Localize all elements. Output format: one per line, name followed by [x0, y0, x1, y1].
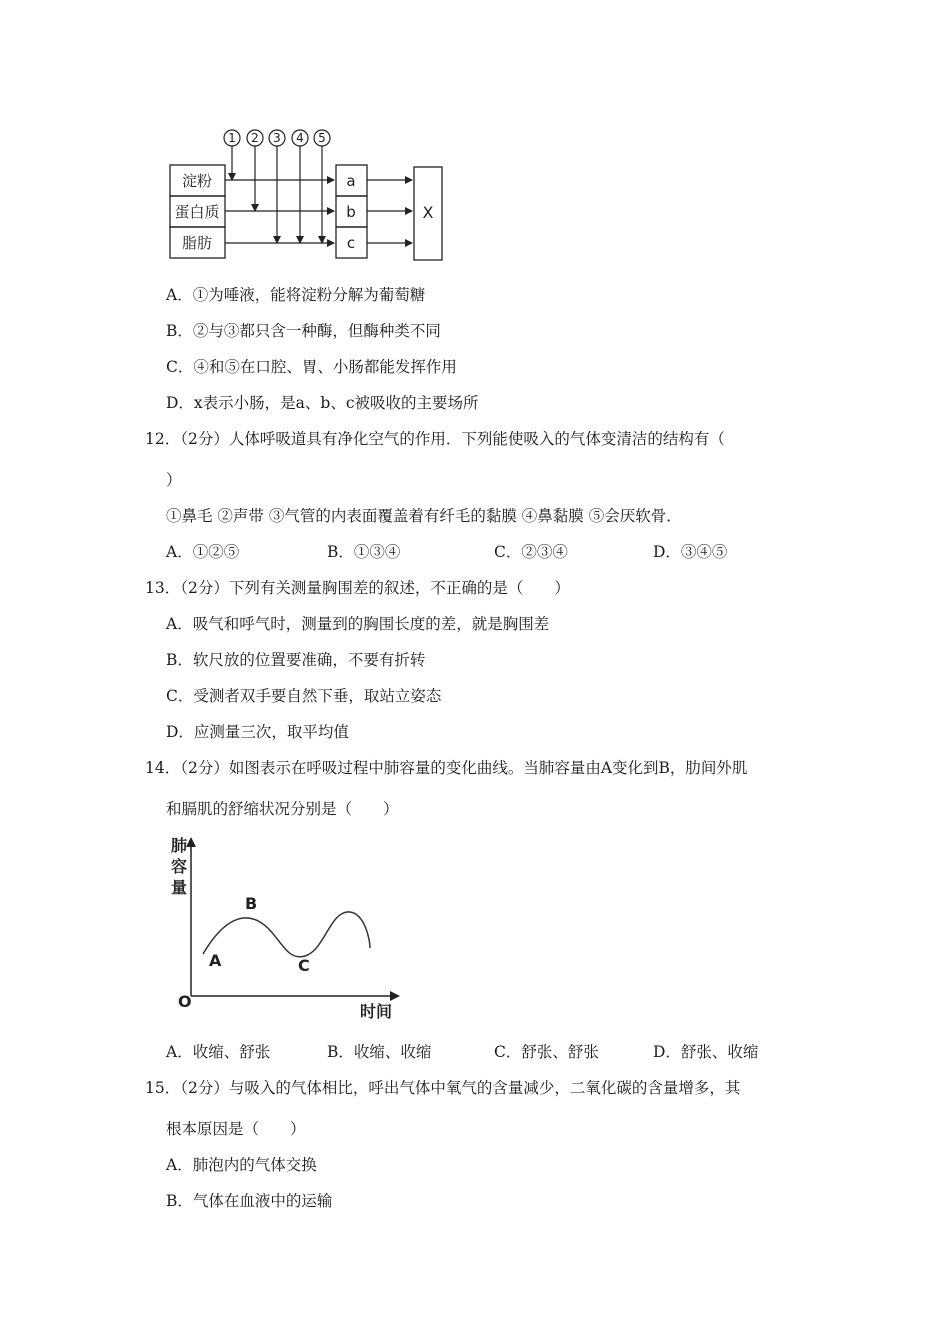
q12-options: [166, 542, 816, 562]
q14-options: [166, 1042, 816, 1062]
target-x: X: [422, 203, 434, 222]
q12-option-d: D．③④⑤: [653, 543, 728, 561]
q14-option-d: D．舒张、收缩: [653, 1043, 759, 1061]
q12-option-c: C．②③④: [494, 543, 568, 561]
q12-items: ①鼻毛 ②声带 ③气管的内表面覆盖着有纤毛的黏膜 ④鼻黏膜 ⑤会厌软骨．: [166, 507, 682, 525]
q13-option-c: C．受测者双手要自然下垂，取站立姿态: [166, 687, 442, 705]
circle-5-digit: 5: [318, 131, 326, 145]
circle-1-digit: 1: [228, 131, 236, 145]
q14-option-a: A．收缩、舒张: [166, 1043, 271, 1061]
q15-option-b: B．气体在血液中的运输: [166, 1192, 333, 1210]
q15-option-a: A．肺泡内的气体交换: [166, 1156, 317, 1174]
nutrient-fat: 脂肪: [181, 234, 213, 252]
x-label: 时间: [360, 1002, 393, 1021]
y-label-1: 肺: [171, 836, 188, 855]
q12-option-b: B．①③④: [327, 543, 401, 561]
y-label-2: 容: [171, 857, 188, 876]
point-c-label: C: [298, 956, 310, 975]
origin-label: O: [178, 992, 192, 1011]
circle-3-digit: 3: [273, 131, 281, 145]
q15-stem-continued: 根本原因是（ ）: [166, 1120, 306, 1138]
y-label-3: 量: [171, 878, 188, 897]
q11-option-d: D．x表示小肠，是a、b、c被吸收的主要场所: [166, 394, 479, 412]
q13-option-b: B．软尺放的位置要准确，不要有折转: [166, 651, 426, 669]
q11-option-b: B．②与③都只含一种酶，但酶种类不同: [166, 322, 441, 340]
product-b: b: [346, 203, 356, 221]
q13-option-d: D．应测量三次，取平均值: [166, 723, 349, 741]
product-c: c: [346, 234, 356, 252]
product-a: a: [346, 172, 356, 190]
q14-option-b: B．收缩、收缩: [327, 1043, 432, 1061]
nutrient-protein: 蛋白质: [174, 203, 220, 221]
q14-stem-continued: 和膈肌的舒缩状况分别是（ ）: [166, 800, 399, 818]
q12-stem: 12．（2分）人体呼吸道具有净化空气的作用．下列能使吸入的气体变清洁的结构有（: [145, 430, 725, 448]
circle-4-digit: 4: [296, 131, 304, 145]
q14-option-c: C．舒张、舒张: [494, 1043, 599, 1061]
q13-option-a: A．吸气和呼气时，测量到的胸围长度的差，就是胸围差: [166, 615, 550, 633]
q14-stem: 14．（2分）如图表示在呼吸过程中肺容量的变化曲线。当肺容量由A变化到B，肋间外肌: [145, 759, 748, 777]
q13-stem: 13．（2分）下列有关测量胸围差的叙述，不正确的是（ ）: [145, 579, 570, 597]
q11-option-a: A．①为唾液，能将淀粉分解为葡萄糖: [166, 286, 426, 304]
circle-2-digit: 2: [251, 131, 259, 145]
lung-volume-curve: [203, 912, 370, 957]
point-a-label: A: [209, 951, 222, 970]
nutrient-starch: 淀粉: [181, 172, 213, 190]
point-b-label: B: [245, 894, 258, 913]
q12-stem-end: ）: [166, 471, 182, 489]
q15-stem: 15．（2分）与吸入的气体相比，呼出气体中氧气的含量减少，二氧化碳的含量增多，其: [145, 1079, 741, 1097]
q11-option-c: C．④和⑤在口腔、胃、小肠都能发挥作用: [166, 358, 457, 376]
q12-option-a: A．①②⑤: [166, 543, 240, 561]
lung-volume-graph: [165, 830, 415, 1025]
digestion-diagram: [165, 125, 455, 265]
